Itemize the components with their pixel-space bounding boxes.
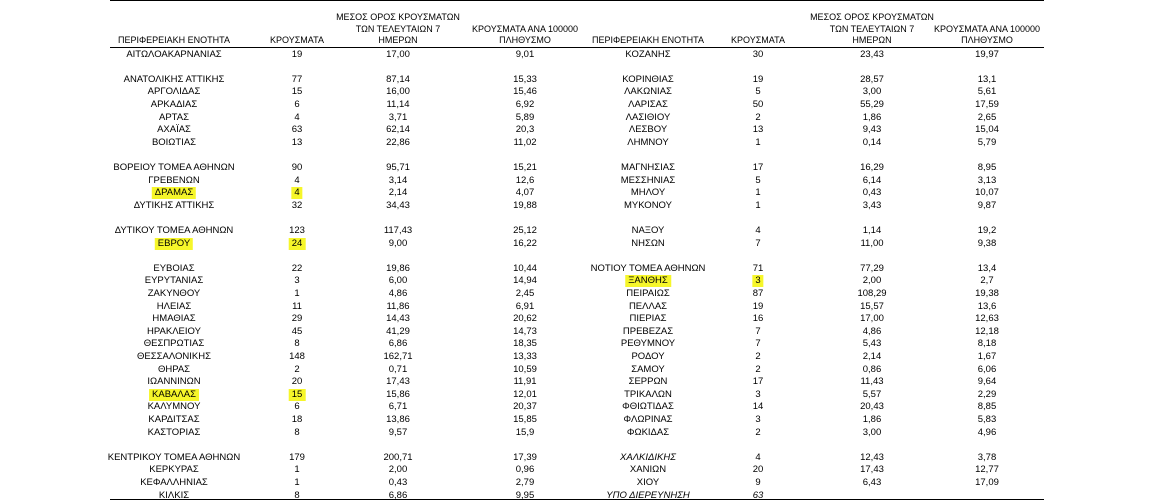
cell-per100k-right: 9,38 [977,237,997,249]
cell-cases-right: 1 [755,199,761,211]
cell-cases-right: 3 [755,413,761,425]
cell-name-right: ΝΑΞΟΥ [631,224,665,236]
cell-per100k-right: 19,38 [975,287,999,299]
cell-avg-left: 3,71 [388,111,408,123]
cell-cases-left: 45 [291,325,303,337]
cell-per100k-left: 9,95 [515,489,535,501]
cell-name-right: ΜΑΓΝΗΣΙΑΣ [621,161,675,173]
cell-cases-left: 3 [294,275,300,287]
cell-name-left: ΙΩΑΝΝΙΝΩΝ [147,376,201,388]
cell-name-left: ΑΝΑΤΟΛΙΚΗΣ ΑΤΤΙΚΗΣ [123,73,225,85]
cell-cases-left: 179 [289,451,305,463]
cell-name-right: ΧΑΝΙΩΝ [629,464,667,476]
cell-per100k-right: 2,65 [977,111,997,123]
cell-cases-right: 17 [752,161,764,173]
cell-cases-right: 30 [752,48,764,60]
cell-per100k-right: 4,96 [977,426,997,438]
cell-name-left: ΚΕΡΚΥΡΑΣ [149,464,199,476]
header-avg-left-line3: ΗΜΕΡΩΝ [378,35,418,45]
cell-per100k-left: 12,01 [513,388,537,400]
cell-cases-right: 19 [752,73,764,85]
cell-cases-left: 32 [291,199,303,211]
cell-avg-right: 23,43 [860,48,884,60]
cell-cases-left: 19 [291,48,303,60]
cell-per100k-right: 10,07 [975,187,999,199]
cell-cases-left: 18 [291,413,303,425]
cell-avg-right: 17,00 [860,313,884,325]
cell-cases-left: 6 [294,98,300,110]
cell-name-left: ΒΟΡΕΙΟΥ ΤΟΜΕΑ ΑΘΗΝΩΝ [113,161,235,173]
cell-name-right: ΣΕΡΡΩΝ [628,376,668,388]
cell-avg-right: 11,43 [860,376,884,388]
cell-per100k-left: 2,79 [515,476,535,488]
cell-per100k-right: 5,83 [977,413,997,425]
header-avg-left-line2: ΤΩΝ ΤΕΛΕΥΤΑΙΩΝ 7 [355,24,441,34]
cell-name-left: ΔΡΑΜΑΣ [152,187,196,199]
cell-cases-left: 8 [294,426,300,438]
cell-cases-right: 7 [755,237,761,249]
cell-cases-left: 11 [292,300,302,312]
cell-per100k-left: 4,07 [515,187,535,199]
cell-name-left: ΓΡΕΒΕΝΩΝ [148,174,200,186]
cell-name-right: ΛΑΣΙΘΙΟΥ [625,111,671,123]
cell-name-right: ΦΩΚΙΔΑΣ [626,426,670,438]
cell-cases-right: 17 [752,376,764,388]
cell-name-right: ΠΕΙΡΑΙΩΣ [626,287,670,299]
cell-name-left: ΗΜΑΘΙΑΣ [152,313,196,325]
cell-avg-left: 87,14 [386,73,410,85]
cell-avg-right: 12,43 [860,451,884,463]
cell-per100k-left: 0,96 [515,464,535,476]
cell-avg-left: 6,71 [388,401,408,413]
cell-cases-left: 8 [294,489,300,501]
cell-name-left: ΔΥΤΙΚΗΣ ΑΤΤΙΚΗΣ [133,199,215,211]
cell-avg-left: 162,71 [383,350,413,362]
cell-cases-right: 2 [755,111,761,123]
cell-cases-left: 6 [294,401,300,413]
cell-name-right: ΦΛΩΡΙΝΑΣ [623,413,673,425]
cell-avg-left: 19,86 [386,262,410,274]
cell-name-right: ΜΕΣΣΗΝΙΑΣ [620,174,676,186]
cell-avg-left: 3,14 [388,174,408,186]
cell-name-right: ΡΟΔΟΥ [631,350,665,362]
cell-per100k-left: 9,01 [515,48,535,60]
cell-name-left: ΚΕΦΑΛΛΗΝΙΑΣ [140,476,208,488]
cell-cases-left: 15 [289,389,306,401]
cell-name-right: ΛΗΜΝΟΥ [627,136,669,148]
cell-per100k-right: 3,13 [977,174,997,186]
cell-cases-left: 2 [294,363,300,375]
cell-name-right: ΣΑΜΟΥ [631,363,665,375]
cell-per100k-left: 10,44 [513,262,537,274]
cell-cases-right: 20 [752,464,764,476]
cell-cases-right: 63 [752,489,764,501]
header-per100k-left-line1: ΚΡΟΥΣΜΑΤΑ ΑΝΑ 100000 [472,24,578,34]
cell-per100k-right: 9,87 [977,199,997,211]
cell-per100k-right: 12,63 [975,313,999,325]
cell-cases-right: 9 [755,476,761,488]
cell-cases-right: 87 [752,287,764,299]
cell-per100k-left: 14,73 [513,325,537,337]
cell-per100k-right: 19,2 [977,224,997,236]
cell-avg-left: 117,43 [383,224,413,236]
cell-cases-left: 24 [289,238,306,250]
cell-per100k-right: 1,67 [977,350,997,362]
cell-per100k-left: 10,59 [513,363,537,375]
header-region-left: ΠΕΡΙΦΕΡΕΙΑΚΗ ΕΝΟΤΗΤΑ [117,35,231,45]
cell-cases-right: 7 [755,338,761,350]
cell-avg-right: 6,43 [862,476,882,488]
cell-name-left: ΔΥΤΙΚΟΥ ΤΟΜΕΑ ΑΘΗΝΩΝ [114,224,234,236]
cell-name-left: ΑΧΑΪΑΣ [157,124,191,136]
cell-per100k-right: 17,59 [975,98,999,110]
cell-avg-left: 17,43 [386,376,410,388]
cell-cases-left: 4 [294,174,300,186]
cell-per100k-left: 20,37 [513,401,537,413]
cell-cases-right: 19 [752,300,764,312]
cell-cases-left: 63 [291,124,303,136]
cell-avg-right: 108,29 [857,287,887,299]
cell-cases-right: 2 [755,363,761,375]
cell-avg-right: 17,43 [860,464,884,476]
header-avg-left-line1: ΜΕΣΟΣ ΟΡΟΣ ΚΡΟΥΣΜΑΤΩΝ [336,12,460,22]
cell-cases-left: 123 [289,224,305,236]
cell-avg-left: 13,86 [386,413,410,425]
cell-name-right: ΝΟΤΙΟΥ ΤΟΜΕΑ ΑΘΗΝΩΝ [590,262,706,274]
cell-name-right: ΛΑΚΩΝΙΑΣ [624,86,672,98]
cell-cases-right: 3 [755,388,761,400]
cell-avg-left: 34,43 [386,199,410,211]
cell-cases-right: 4 [755,451,761,463]
cell-avg-left: 2,00 [388,464,408,476]
cell-cases-left: 20 [291,376,303,388]
cell-name-right: ΠΡΕΒΕΖΑΣ [622,325,674,337]
cell-avg-right: 55,29 [860,98,884,110]
cell-cases-right: 13 [752,124,764,136]
cell-per100k-left: 11,02 [513,136,537,148]
cell-name-right: ΜΥΚΟΝΟΥ [624,199,672,211]
cell-avg-left: 4,86 [388,287,408,299]
cell-per100k-left: 20,3 [515,124,535,136]
cell-avg-left: 41,29 [386,325,410,337]
cell-per100k-left: 15,85 [513,413,537,425]
header-avg-right-line2: ΤΩΝ ΤΕΛΕΥΤΑΙΩΝ 7 [829,24,915,34]
cell-name-left: ΚΑΣΤΟΡΙΑΣ [147,426,201,438]
cell-avg-right: 4,86 [862,325,882,337]
cell-avg-right: 16,29 [860,161,884,173]
cell-name-right: ΜΗΛΟΥ [630,187,666,199]
cell-name-left: ΚΕΝΤΡΙΚΟΥ ΤΟΜΕΑ ΑΘΗΝΩΝ [107,451,241,463]
cell-avg-right: 5,57 [862,388,882,400]
cell-name-left: ΘΕΣΠΡΩΤΙΑΣ [143,338,205,350]
cell-per100k-right: 5,61 [977,86,997,98]
cell-cases-left: 1 [294,287,300,299]
cell-cases-right: 2 [755,350,761,362]
cell-avg-left: 200,71 [383,451,413,463]
cell-per100k-right: 13,4 [977,262,997,274]
cell-avg-left: 15,86 [386,388,410,400]
cell-name-right: ΦΘΙΩΤΙΔΑΣ [622,401,674,413]
cell-avg-right: 1,14 [862,224,882,236]
cell-name-right: ΛΑΡΙΣΑΣ [628,98,668,110]
cell-name-left: ΖΑΚΥΝΘΟΥ [147,287,201,299]
cell-per100k-left: 12,6 [515,174,535,186]
cell-name-right: ΧΙΟΥ [636,476,660,488]
cell-cases-left: 4 [294,111,300,123]
cell-name-left: ΕΒΡΟΥ [155,238,193,250]
cell-cases-left: 13 [291,136,303,148]
header-avg-right-line1: ΜΕΣΟΣ ΟΡΟΣ ΚΡΟΥΣΜΑΤΩΝ [810,12,934,22]
cell-avg-left: 11,14 [386,98,410,110]
cell-per100k-right: 17,09 [975,476,999,488]
cell-avg-left: 6,00 [388,275,408,287]
cell-per100k-left: 6,92 [515,98,535,110]
cell-avg-right: 2,14 [862,350,882,362]
cell-cases-left: 148 [289,350,305,362]
cell-per100k-right: 13,1 [977,73,997,85]
cell-cases-right: 3 [752,275,763,287]
cell-per100k-right: 15,04 [975,124,999,136]
cell-name-right: ΧΑΛΚΙΔΙΚΗΣ [620,451,676,463]
cell-per100k-right: 6,06 [977,363,997,375]
header-per100k-left-line2: ΠΛΗΘΥΣΜΟ [499,35,551,45]
cell-per100k-right: 19,97 [975,48,999,60]
cell-avg-left: 9,57 [388,426,408,438]
cell-cases-right: 16 [752,313,764,325]
cell-cases-left: 29 [291,313,303,325]
cell-per100k-left: 11,91 [513,376,537,388]
cell-cases-left: 8 [294,338,300,350]
cell-avg-right: 2,00 [862,275,882,287]
cell-per100k-left: 17,39 [513,451,537,463]
cell-avg-left: 62,14 [386,124,410,136]
cell-avg-left: 16,00 [386,86,410,98]
cell-per100k-left: 15,46 [513,86,537,98]
cell-avg-left: 95,71 [386,161,410,173]
cell-per100k-right: 13,6 [977,300,997,312]
cell-avg-right: 20,43 [860,401,884,413]
cell-name-left: ΘΕΣΣΑΛΟΝΙΚΗΣ [137,350,211,362]
cell-per100k-right: 8,85 [977,401,997,413]
cell-per100k-right: 12,18 [975,325,999,337]
cell-avg-right: 28,57 [860,73,884,85]
cell-avg-right: 5,43 [862,338,882,350]
cell-avg-left: 0,43 [388,476,408,488]
cell-avg-right: 3,00 [862,426,882,438]
cell-name-right: ΝΗΣΩΝ [631,237,665,249]
header-per100k-right-line1: ΚΡΟΥΣΜΑΤΑ ΑΝΑ 100000 [934,24,1040,34]
cell-avg-left: 6,86 [388,489,408,501]
cell-per100k-left: 6,91 [515,300,535,312]
cell-avg-right: 0,14 [862,136,882,148]
header-underline [110,47,1044,48]
cell-avg-left: 0,71 [388,363,408,375]
cell-name-left: ΑΙΤΩΛΟΑΚΑΡΝΑΝΙΑΣ [126,48,222,60]
top-border [110,0,1044,1]
cell-name-left: ΑΡΚΑΔΙΑΣ [150,98,198,110]
cell-avg-left: 14,43 [386,313,410,325]
cell-per100k-right: 9,64 [977,376,997,388]
cell-name-left: ΚΑΡΔΙΤΣΑΣ [148,413,200,425]
cell-avg-right: 9,43 [862,124,882,136]
cell-per100k-right: 3,78 [977,451,997,463]
cell-name-right: ΤΡΙΚΑΛΩΝ [624,388,672,400]
cell-name-left: ΗΛΕΙΑΣ [156,300,192,312]
cell-per100k-right: 8,18 [977,338,997,350]
cell-avg-right: 3,00 [862,86,882,98]
cell-avg-right: 1,86 [862,111,882,123]
cell-name-left: ΚΑΛΥΜΝΟΥ [147,401,201,413]
cell-name-right: ΠΕΛΛΑΣ [628,300,668,312]
cell-name-right: ΡΕΘΥΜΝΟΥ [620,338,676,350]
cell-name-right: ΞΑΝΘΗΣ [625,275,671,287]
cell-per100k-left: 25,12 [513,224,537,236]
cell-per100k-right: 5,79 [977,136,997,148]
cell-cases-left: 1 [294,476,300,488]
cell-cases-right: 7 [755,325,761,337]
cell-name-left: ΑΡΓΟΛΙΔΑΣ [147,86,201,98]
cell-cases-left: 77 [291,73,303,85]
cell-avg-right: 11,00 [860,237,884,249]
cell-per100k-left: 14,94 [513,275,537,287]
cell-avg-right: 15,57 [860,300,884,312]
cell-cases-right: 1 [755,136,761,148]
cell-per100k-left: 15,33 [513,73,537,85]
cell-per100k-left: 15,9 [515,426,535,438]
cell-cases-right: 14 [752,401,764,413]
header-cases-left: ΚΡΟΥΣΜΑΤΑ [270,35,324,45]
cell-cases-right: 5 [755,86,761,98]
cell-name-left: ΘΗΡΑΣ [157,363,191,375]
cell-avg-left: 2,14 [388,187,408,199]
cell-avg-right: 0,86 [862,363,882,375]
cell-name-left: ΗΡΑΚΛΕΙΟΥ [147,325,201,337]
cell-name-left: ΑΡΤΑΣ [159,111,189,123]
cell-per100k-right: 8,95 [977,161,997,173]
header-region-right: ΠΕΡΙΦΕΡΕΙΑΚΗ ΕΝΟΤΗΤΑ [591,35,705,45]
cell-name-right: ΛΕΣΒΟΥ [628,124,668,136]
cell-per100k-left: 5,89 [515,111,535,123]
cell-cases-right: 4 [755,224,761,236]
cell-name-left: ΒΟΙΩΤΙΑΣ [151,136,197,148]
cell-cases-right: 1 [755,187,761,199]
cell-per100k-right: 12,77 [975,464,999,476]
header-cases-right: ΚΡΟΥΣΜΑΤΑ [731,35,785,45]
cell-name-left: ΕΥΡΥΤΑΝΙΑΣ [144,275,204,287]
cell-per100k-left: 16,22 [513,237,537,249]
cell-avg-left: 17,00 [386,48,410,60]
cell-per100k-left: 19,88 [513,199,537,211]
cell-avg-left: 6,86 [388,338,408,350]
cell-avg-right: 6,14 [862,174,882,186]
cell-avg-left: 11,86 [386,300,410,312]
cell-avg-right: 0,43 [862,187,882,199]
cell-per100k-left: 2,45 [515,287,535,299]
cell-per100k-left: 20,62 [513,313,537,325]
cell-avg-left: 22,86 [386,136,410,148]
cell-cases-right: 5 [755,174,761,186]
cell-name-left: ΕΥΒΟΙΑΣ [153,262,195,274]
cell-cases-right: 71 [752,262,764,274]
cell-per100k-right: 2,29 [977,388,997,400]
cell-name-right: ΠΙΕΡΙΑΣ [629,313,667,325]
cell-avg-right: 3,43 [862,199,882,211]
cell-name-right: ΥΠΟ ΔΙΕΡΕΥΝΗΣΗ [606,489,690,501]
cell-cases-left: 1 [294,464,300,476]
cell-cases-right: 2 [755,426,761,438]
cell-name-left: ΚΙΛΚΙΣ [158,489,190,501]
cell-avg-left: 9,00 [388,237,408,249]
cell-per100k-right: 2,7 [980,275,994,287]
cell-cases-left: 90 [291,161,303,173]
cell-per100k-left: 18,35 [513,338,537,350]
cell-per100k-left: 15,21 [513,161,537,173]
header-per100k-right-line2: ΠΛΗΘΥΣΜΟ [961,35,1013,45]
cell-cases-left: 15 [291,86,303,98]
cell-cases-right: 50 [752,98,764,110]
cell-name-right: ΚΟΖΑΝΗΣ [625,48,671,60]
cell-name-left: ΚΑΒΑΛΑΣ [149,389,199,401]
cell-cases-left: 4 [291,187,302,199]
cell-cases-left: 22 [291,262,303,274]
cell-per100k-left: 13,33 [513,350,537,362]
cell-avg-right: 1,86 [862,413,882,425]
header-avg-right-line3: ΗΜΕΡΩΝ [852,35,892,45]
cell-avg-right: 77,29 [860,262,884,274]
bottom-border [110,499,1044,500]
cell-name-right: ΚΟΡΙΝΘΙΑΣ [622,73,674,85]
